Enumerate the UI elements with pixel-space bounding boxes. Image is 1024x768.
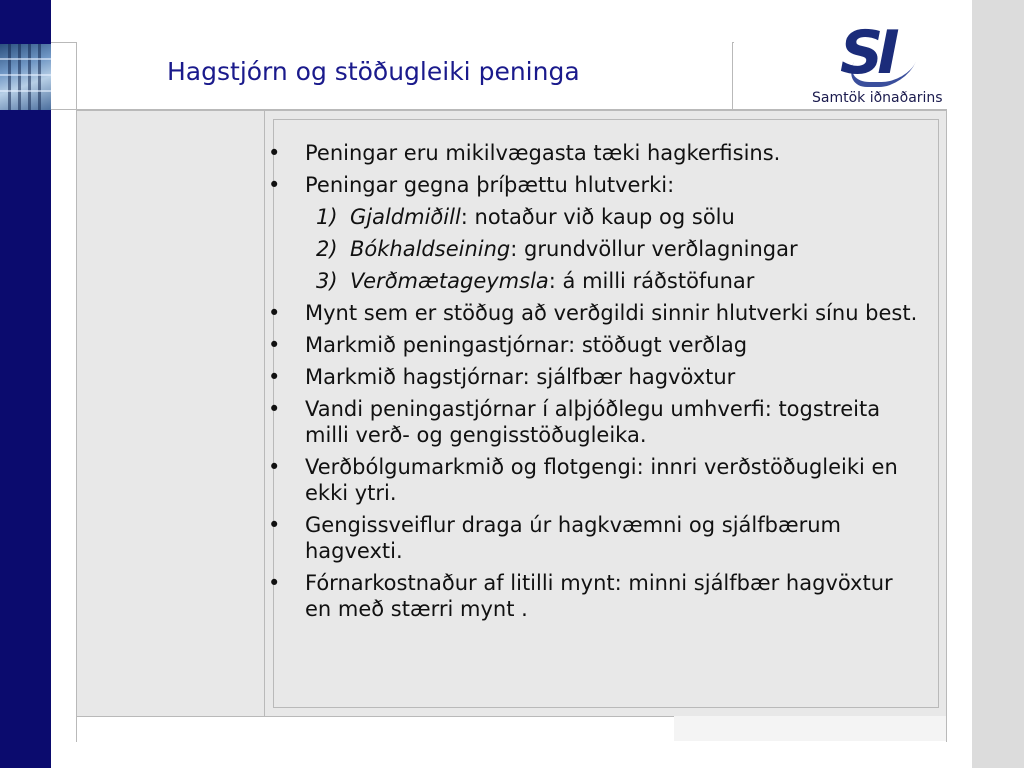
sub-item-desc: : grundvöllur verðlagningar bbox=[510, 237, 798, 261]
sub-item bbox=[268, 204, 918, 230]
sub-item-desc: : á milli ráðstöfunar bbox=[548, 269, 755, 293]
left-panel bbox=[77, 111, 265, 716]
bullet-item: • Peningar gegna þríþættu hlutverki: bbox=[268, 172, 918, 198]
sub-item-term: Gjaldmiðill bbox=[350, 205, 461, 229]
building-photo bbox=[0, 44, 51, 110]
sub-item-number: 1) bbox=[316, 205, 338, 229]
footer-shade bbox=[674, 716, 946, 741]
page-title: Hagstjórn og stöðugleiki peninga bbox=[167, 57, 580, 86]
bullet-item: • Verðbólgumarkmið og flotgengi: innri verðstöðugleiki en ekki ytri. bbox=[268, 454, 918, 506]
sub-item-term: Bókhaldseining bbox=[350, 237, 511, 261]
bullet-item: • Gengissveiflur draga úr hagkvæmni og sjálfbærum hagvexti. bbox=[268, 512, 918, 564]
si-logo bbox=[812, 18, 948, 110]
sub-item bbox=[268, 236, 918, 262]
sub-item bbox=[268, 268, 918, 294]
sub-item-number: 2) bbox=[316, 237, 338, 261]
right-gray-bar bbox=[972, 0, 1024, 768]
bullet-item: • Markmið peningastjórnar: stöðugt verðlag bbox=[268, 332, 918, 358]
logo-text: Samtök iðnaðarins bbox=[812, 90, 943, 106]
sub-item-desc: : notaður við kaup og sölu bbox=[460, 205, 735, 229]
logo-mark: SI bbox=[840, 18, 894, 88]
bullet-item: • Peningar eru mikilvægasta tæki hagkerfisins. bbox=[268, 140, 918, 166]
left-accent-bar bbox=[0, 0, 51, 768]
bullet-item: • Fórnarkostnaður af litilli mynt: minni sjálfbær hagvöxtur en með stærri mynt . bbox=[268, 570, 918, 622]
sub-item-number: 3) bbox=[316, 269, 338, 293]
bullet-list bbox=[268, 140, 918, 628]
sub-item-term: Verðmætageymsla bbox=[350, 269, 549, 293]
bullet-item: • Vandi peningastjórnar í alþjóðlegu umhverfi: togstreita milli verð- og gengisstöðugleika. bbox=[268, 396, 918, 448]
bullet-item: • Mynt sem er stöðug að verðgildi sinnir hlutverki sínu best. bbox=[268, 300, 918, 326]
bullet-item: • Markmið hagstjórnar: sjálfbær hagvöxtur bbox=[268, 364, 918, 390]
